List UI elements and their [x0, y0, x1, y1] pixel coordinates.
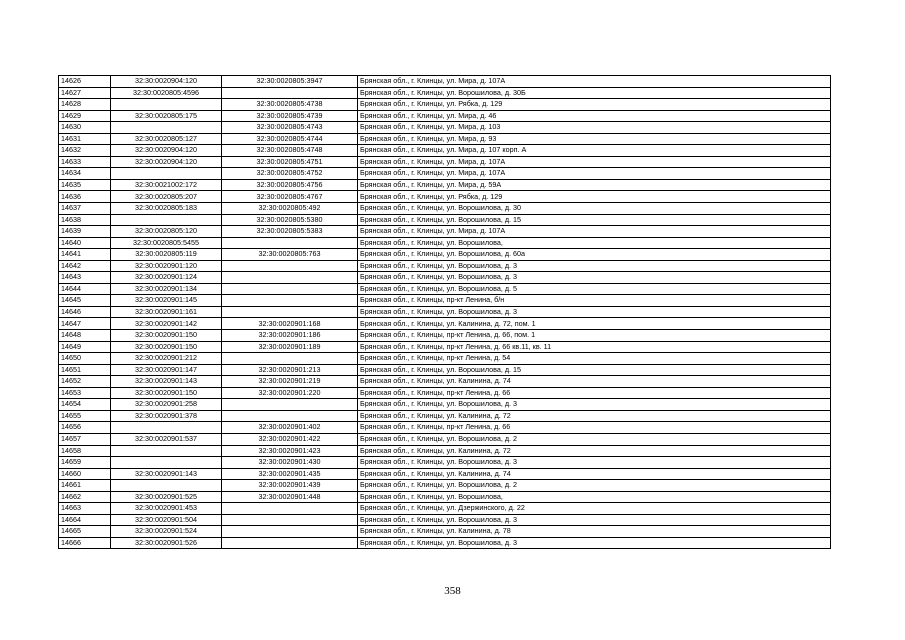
land-cadastral-number-cell: [111, 168, 222, 180]
table-row: [59, 480, 831, 492]
object-cadastral-number-cell: [222, 537, 358, 549]
record-number-cell: 14636: [59, 191, 111, 203]
land-cadastral-number-cell: 32:30:0020901:147: [111, 364, 222, 376]
record-number-cell: 14639: [59, 226, 111, 238]
record-number-cell: 14662: [59, 491, 111, 503]
table-row: [59, 433, 831, 445]
object-cadastral-number-cell: [222, 399, 358, 411]
object-cadastral-number-cell: 32:30:0020805:5383: [222, 226, 358, 238]
address-cell: Брянская обл., г. Клинцы, ул. Мира, д. 46: [358, 110, 831, 122]
table-row: [59, 87, 831, 99]
object-cadastral-number-cell: 32:30:0020901:219: [222, 376, 358, 388]
table-row: [59, 283, 831, 295]
object-cadastral-number-cell: 32:30:0020805:4751: [222, 156, 358, 168]
address-cell: Брянская обл., г. Клинцы, ул. Рябка, д. 129: [358, 191, 831, 203]
table-row: [59, 260, 831, 272]
record-number-cell: 14653: [59, 387, 111, 399]
address-cell: Брянская обл., г. Клинцы, ул. Ворошилова, д. 15: [358, 214, 831, 226]
address-cell: Брянская обл., г. Клинцы, ул. Калинина, д. 72: [358, 410, 831, 422]
object-cadastral-number-cell: 32:30:0020805:4767: [222, 191, 358, 203]
address-cell: Брянская обл., г. Клинцы, ул. Дзержинского, д. 22: [358, 503, 831, 515]
record-number-cell: 14654: [59, 399, 111, 411]
object-cadastral-number-cell: [222, 503, 358, 515]
land-cadastral-number-cell: 32:30:0020901:453: [111, 503, 222, 515]
address-cell: Брянская обл., г. Клинцы, ул. Мира, д. 107А: [358, 156, 831, 168]
record-number-cell: 14633: [59, 156, 111, 168]
object-cadastral-number-cell: 32:30:0020805:4739: [222, 110, 358, 122]
address-cell: Брянская обл., г. Клинцы, ул. Ворошилова, д. 60а: [358, 249, 831, 261]
page-number: 358: [444, 585, 461, 597]
table-row: [59, 168, 831, 180]
record-number-cell: 14663: [59, 503, 111, 515]
address-cell: Брянская обл., г. Клинцы, ул. Ворошилова, д. 2: [358, 480, 831, 492]
table-row: [59, 364, 831, 376]
address-cell: Брянская обл., г. Клинцы, ул. Мира, д. 107А: [358, 76, 831, 88]
land-cadastral-number-cell: 32:30:0020901:524: [111, 526, 222, 538]
object-cadastral-number-cell: 32:30:0020805:492: [222, 203, 358, 215]
object-cadastral-number-cell: 32:30:0020805:4752: [222, 168, 358, 180]
table-row: [59, 318, 831, 330]
address-cell: Брянская обл., г. Клинцы, пр-кт Ленина, д. 66 кв.11, кв. 11: [358, 341, 831, 353]
record-number-cell: 14665: [59, 526, 111, 538]
table-row: [59, 306, 831, 318]
address-cell: Брянская обл., г. Клинцы, ул. Калинина, д. 72, пом. 1: [358, 318, 831, 330]
land-cadastral-number-cell: 32:30:0020805:120: [111, 226, 222, 238]
table-row: [59, 491, 831, 503]
land-cadastral-number-cell: 32:30:0020901:142: [111, 318, 222, 330]
address-cell: Брянская обл., г. Клинцы, ул. Ворошилова, д. 3: [358, 306, 831, 318]
record-number-cell: 14661: [59, 480, 111, 492]
table-row: [59, 537, 831, 549]
address-cell: Брянская обл., г. Клинцы, пр-кт Ленина, б/н: [358, 295, 831, 307]
object-cadastral-number-cell: [222, 260, 358, 272]
land-cadastral-number-cell: 32:30:0020901:212: [111, 353, 222, 365]
address-cell: Брянская обл., г. Клинцы, ул. Ворошилова, д. 3: [358, 457, 831, 469]
land-cadastral-number-cell: 32:30:0020901:150: [111, 330, 222, 342]
object-cadastral-number-cell: [222, 353, 358, 365]
table-row: [59, 110, 831, 122]
land-cadastral-number-cell: [111, 445, 222, 457]
address-cell: Брянская обл., г. Клинцы, ул. Ворошилова, д. 15: [358, 364, 831, 376]
table-row: [59, 376, 831, 388]
land-cadastral-number-cell: 32:30:0020805:183: [111, 203, 222, 215]
land-cadastral-number-cell: 32:30:0020901:258: [111, 399, 222, 411]
land-cadastral-number-cell: 32:30:0020901:537: [111, 433, 222, 445]
land-cadastral-number-cell: 32:30:0020901:526: [111, 537, 222, 549]
record-number-cell: 14635: [59, 179, 111, 191]
address-cell: Брянская обл., г. Клинцы, ул. Ворошилова, д. 5: [358, 283, 831, 295]
table-row: [59, 133, 831, 145]
record-number-cell: 14626: [59, 76, 111, 88]
object-cadastral-number-cell: [222, 283, 358, 295]
land-cadastral-number-cell: 32:30:0020901:525: [111, 491, 222, 503]
address-cell: Брянская обл., г. Клинцы, ул. Ворошилова,: [358, 491, 831, 503]
record-number-cell: 14649: [59, 341, 111, 353]
land-cadastral-number-cell: [111, 99, 222, 111]
record-number-cell: 14655: [59, 410, 111, 422]
object-cadastral-number-cell: [222, 272, 358, 284]
object-cadastral-number-cell: 32:30:0020901:168: [222, 318, 358, 330]
table-row: [59, 122, 831, 134]
object-cadastral-number-cell: 32:30:0020901:439: [222, 480, 358, 492]
table-row: [59, 468, 831, 480]
address-cell: Брянская обл., г. Клинцы, ул. Ворошилова,: [358, 237, 831, 249]
object-cadastral-number-cell: 32:30:0020901:435: [222, 468, 358, 480]
land-cadastral-number-cell: [111, 214, 222, 226]
land-cadastral-number-cell: 32:30:0020805:207: [111, 191, 222, 203]
table-row: [59, 353, 831, 365]
property-registry-table: [58, 75, 831, 549]
address-cell: Брянская обл., г. Клинцы, пр-кт Ленина, д. 66: [358, 387, 831, 399]
record-number-cell: 14660: [59, 468, 111, 480]
address-cell: Брянская обл., г. Клинцы, ул. Ворошилова, д. 2: [358, 433, 831, 445]
address-cell: Брянская обл., г. Клинцы, ул. Мира, д. 107А: [358, 168, 831, 180]
address-cell: Брянская обл., г. Клинцы, ул. Ворошилова, д. 3: [358, 260, 831, 272]
object-cadastral-number-cell: [222, 87, 358, 99]
record-number-cell: 14666: [59, 537, 111, 549]
record-number-cell: 14657: [59, 433, 111, 445]
record-number-cell: 14651: [59, 364, 111, 376]
record-number-cell: 14664: [59, 514, 111, 526]
address-cell: Брянская обл., г. Клинцы, ул. Калинина, д. 74: [358, 468, 831, 480]
address-cell: Брянская обл., г. Клинцы, пр-кт Ленина, д. 66: [358, 422, 831, 434]
address-cell: Брянская обл., г. Клинцы, ул. Ворошилова, д. 3: [358, 514, 831, 526]
address-cell: Брянская обл., г. Клинцы, ул. Ворошилова, д. 30Б: [358, 87, 831, 99]
address-cell: Брянская обл., г. Клинцы, ул. Рябка, д. 129: [358, 99, 831, 111]
table-row: [59, 99, 831, 111]
land-cadastral-number-cell: 32:30:0021002:172: [111, 179, 222, 191]
land-cadastral-number-cell: 32:30:0020901:378: [111, 410, 222, 422]
record-number-cell: 14647: [59, 318, 111, 330]
object-cadastral-number-cell: 32:30:0020805:4743: [222, 122, 358, 134]
land-cadastral-number-cell: 32:30:0020901:134: [111, 283, 222, 295]
land-cadastral-number-cell: 32:30:0020901:161: [111, 306, 222, 318]
table-row: [59, 457, 831, 469]
record-number-cell: 14659: [59, 457, 111, 469]
record-number-cell: 14652: [59, 376, 111, 388]
table-row: [59, 445, 831, 457]
table-row: [59, 422, 831, 434]
table-row: [59, 156, 831, 168]
object-cadastral-number-cell: 32:30:0020901:213: [222, 364, 358, 376]
record-number-cell: 14628: [59, 99, 111, 111]
land-cadastral-number-cell: 32:30:0020901:150: [111, 341, 222, 353]
record-number-cell: 14627: [59, 87, 111, 99]
object-cadastral-number-cell: [222, 526, 358, 538]
land-cadastral-number-cell: 32:30:0020901:504: [111, 514, 222, 526]
object-cadastral-number-cell: 32:30:0020805:763: [222, 249, 358, 261]
land-cadastral-number-cell: [111, 457, 222, 469]
object-cadastral-number-cell: 32:30:0020805:3947: [222, 76, 358, 88]
table-row: [59, 410, 831, 422]
address-cell: Брянская обл., г. Клинцы, ул. Мира, д. 59А: [358, 179, 831, 191]
table-row: [59, 226, 831, 238]
record-number-cell: 14642: [59, 260, 111, 272]
record-number-cell: 14650: [59, 353, 111, 365]
table-row: [59, 249, 831, 261]
record-number-cell: 14637: [59, 203, 111, 215]
object-cadastral-number-cell: [222, 306, 358, 318]
land-cadastral-number-cell: 32:30:0020805:175: [111, 110, 222, 122]
address-cell: Брянская обл., г. Клинцы, пр-кт Ленина, д. 66, пом. 1: [358, 330, 831, 342]
record-number-cell: 14631: [59, 133, 111, 145]
object-cadastral-number-cell: 32:30:0020901:402: [222, 422, 358, 434]
table-row: [59, 191, 831, 203]
table-row: [59, 295, 831, 307]
land-cadastral-number-cell: 32:30:0020904:120: [111, 145, 222, 157]
land-cadastral-number-cell: 32:30:0020805:4596: [111, 87, 222, 99]
object-cadastral-number-cell: 32:30:0020805:4748: [222, 145, 358, 157]
table-row: [59, 214, 831, 226]
record-number-cell: 14645: [59, 295, 111, 307]
land-cadastral-number-cell: 32:30:0020901:150: [111, 387, 222, 399]
table-row: [59, 76, 831, 88]
land-cadastral-number-cell: 32:30:0020901:145: [111, 295, 222, 307]
address-cell: Брянская обл., г. Клинцы, ул. Калинина, д. 78: [358, 526, 831, 538]
object-cadastral-number-cell: [222, 295, 358, 307]
land-cadastral-number-cell: 32:30:0020901:143: [111, 468, 222, 480]
table-row: [59, 145, 831, 157]
land-cadastral-number-cell: 32:30:0020901:120: [111, 260, 222, 272]
address-cell: Брянская обл., г. Клинцы, ул. Мира, д. 107А: [358, 226, 831, 238]
land-cadastral-number-cell: [111, 480, 222, 492]
land-cadastral-number-cell: 32:30:0020904:120: [111, 156, 222, 168]
object-cadastral-number-cell: [222, 514, 358, 526]
record-number-cell: 14646: [59, 306, 111, 318]
record-number-cell: 14638: [59, 214, 111, 226]
record-number-cell: 14643: [59, 272, 111, 284]
object-cadastral-number-cell: 32:30:0020901:448: [222, 491, 358, 503]
object-cadastral-number-cell: 32:30:0020901:430: [222, 457, 358, 469]
land-cadastral-number-cell: [111, 422, 222, 434]
record-number-cell: 14640: [59, 237, 111, 249]
record-number-cell: 14656: [59, 422, 111, 434]
record-number-cell: 14658: [59, 445, 111, 457]
address-cell: Брянская обл., г. Клинцы, ул. Ворошилова, д. 3: [358, 272, 831, 284]
record-number-cell: 14641: [59, 249, 111, 261]
table-row: [59, 387, 831, 399]
object-cadastral-number-cell: 32:30:0020805:5380: [222, 214, 358, 226]
address-cell: Брянская обл., г. Клинцы, ул. Калинина, д. 72: [358, 445, 831, 457]
land-cadastral-number-cell: [111, 122, 222, 134]
table-row: [59, 237, 831, 249]
table-row: [59, 503, 831, 515]
address-cell: Брянская обл., г. Клинцы, ул. Калинина, д. 74: [358, 376, 831, 388]
table-row: [59, 272, 831, 284]
record-number-cell: 14630: [59, 122, 111, 134]
record-number-cell: 14629: [59, 110, 111, 122]
land-cadastral-number-cell: 32:30:0020904:120: [111, 76, 222, 88]
record-number-cell: 14632: [59, 145, 111, 157]
address-cell: Брянская обл., г. Клинцы, пр-кт Ленина, д. 54: [358, 353, 831, 365]
table-row: [59, 179, 831, 191]
address-cell: Брянская обл., г. Клинцы, ул. Мира, д. 103: [358, 122, 831, 134]
land-cadastral-number-cell: 32:30:0020901:143: [111, 376, 222, 388]
land-cadastral-number-cell: 32:30:0020805:119: [111, 249, 222, 261]
object-cadastral-number-cell: 32:30:0020901:186: [222, 330, 358, 342]
address-cell: Брянская обл., г. Клинцы, ул. Ворошилова, д. 3: [358, 537, 831, 549]
object-cadastral-number-cell: 32:30:0020901:220: [222, 387, 358, 399]
address-cell: Брянская обл., г. Клинцы, ул. Мира, д. 107 корп. А: [358, 145, 831, 157]
object-cadastral-number-cell: 32:30:0020901:189: [222, 341, 358, 353]
table-row: [59, 526, 831, 538]
address-cell: Брянская обл., г. Клинцы, ул. Ворошилова, д. 30: [358, 203, 831, 215]
table-row: [59, 203, 831, 215]
object-cadastral-number-cell: 32:30:0020901:423: [222, 445, 358, 457]
object-cadastral-number-cell: [222, 410, 358, 422]
address-cell: Брянская обл., г. Клинцы, ул. Мира, д. 93: [358, 133, 831, 145]
land-cadastral-number-cell: 32:30:0020805:127: [111, 133, 222, 145]
table-row: [59, 399, 831, 411]
table-row: [59, 514, 831, 526]
object-cadastral-number-cell: 32:30:0020901:422: [222, 433, 358, 445]
record-number-cell: 14634: [59, 168, 111, 180]
table-row: [59, 341, 831, 353]
object-cadastral-number-cell: 32:30:0020805:4744: [222, 133, 358, 145]
address-cell: Брянская обл., г. Клинцы, ул. Ворошилова, д. 3: [358, 399, 831, 411]
land-cadastral-number-cell: 32:30:0020901:124: [111, 272, 222, 284]
object-cadastral-number-cell: [222, 237, 358, 249]
table-row: [59, 330, 831, 342]
registry-table-body: [59, 76, 831, 549]
object-cadastral-number-cell: 32:30:0020805:4738: [222, 99, 358, 111]
record-number-cell: 14644: [59, 283, 111, 295]
record-number-cell: 14648: [59, 330, 111, 342]
object-cadastral-number-cell: 32:30:0020805:4756: [222, 179, 358, 191]
land-cadastral-number-cell: 32:30:0020805:5455: [111, 237, 222, 249]
